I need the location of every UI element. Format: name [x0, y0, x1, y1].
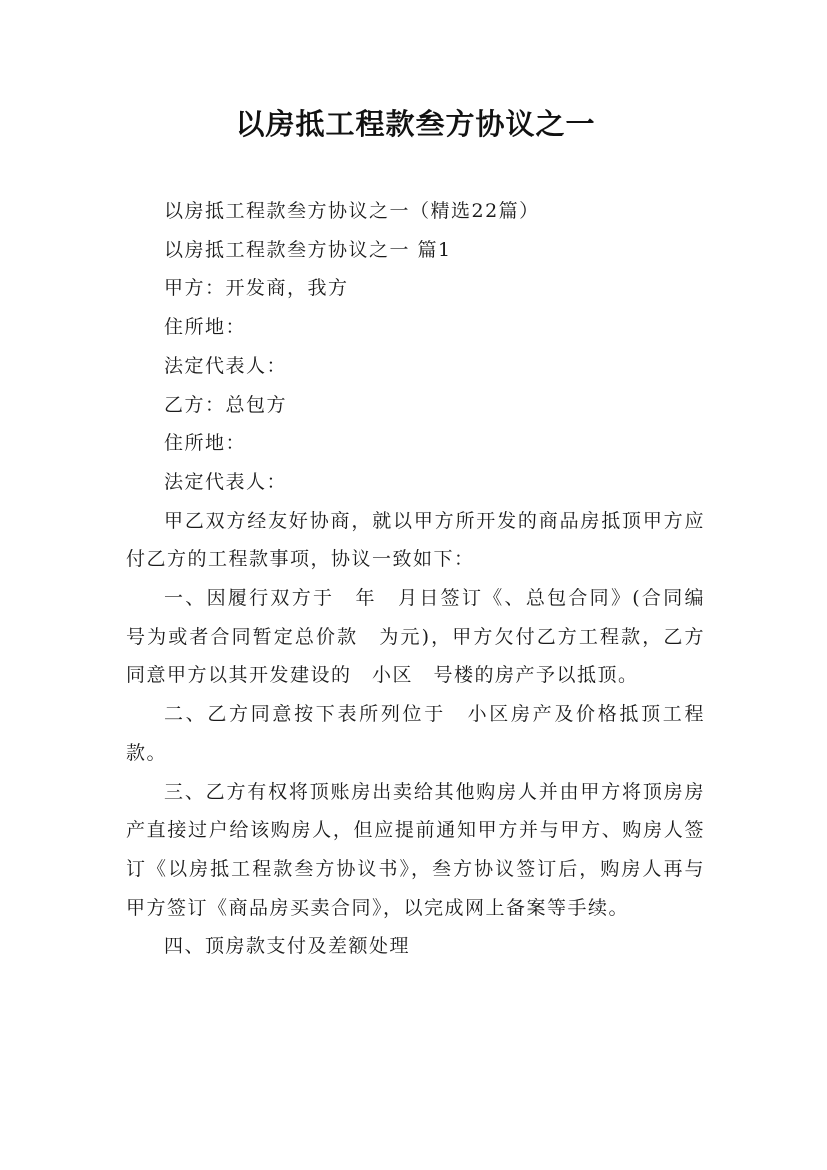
paragraph-party-a-representative: 法定代表人： [164, 354, 288, 377]
paragraph-preamble: 甲乙双方经友好协商，就以甲方所开发的商品房抵顶甲方应付乙方的工程款事项，协议一致如下： [126, 509, 705, 571]
paragraph-clause-1: 一、因履行双方于 年 月日签订《、总包合同》(合同编号为或者合同暂定总价款 为元)，甲方欠付乙方工程款，乙方同意甲方以其开发建设的 小区 号楼的房产予以抵顶。 [126, 587, 705, 687]
paragraph-clause-2: 二、乙方同意按下表所列位于 小区房产及价格抵顶工程款。 [126, 703, 705, 764]
document-title: 以房抵工程款叁方协议之一 [235, 107, 596, 141]
paragraph-party-b-address: 住所地： [164, 432, 247, 455]
paragraph-party-a-address: 住所地： [164, 316, 247, 339]
paragraph-clause-3: 三、乙方有权将顶账房出卖给其他购房人并由甲方将顶房房产直接过户给该购房人，但应提前通知甲方并与甲方、购房人签订《以房抵工程款叁方协议书》，叁方协议签订后，购房人再与甲方签订《商品房买卖合同》，以完成网上备案等手续。 [126, 780, 705, 919]
paragraph-party-b: 乙方：总包方 [164, 393, 288, 416]
paragraph-party-a: 甲方：开发商，我方 [164, 277, 349, 300]
paragraph-subtitle: 以房抵工程款叁方协议之一（精选22篇） [164, 200, 540, 222]
paragraph-section-heading: 以房抵工程款叁方协议之一 篇1 [164, 238, 452, 261]
paragraph-party-b-representative: 法定代表人： [164, 470, 288, 493]
document-body [126, 192, 705, 966]
paragraph-clause-4: 四、顶房款支付及差额处理 [164, 935, 411, 958]
